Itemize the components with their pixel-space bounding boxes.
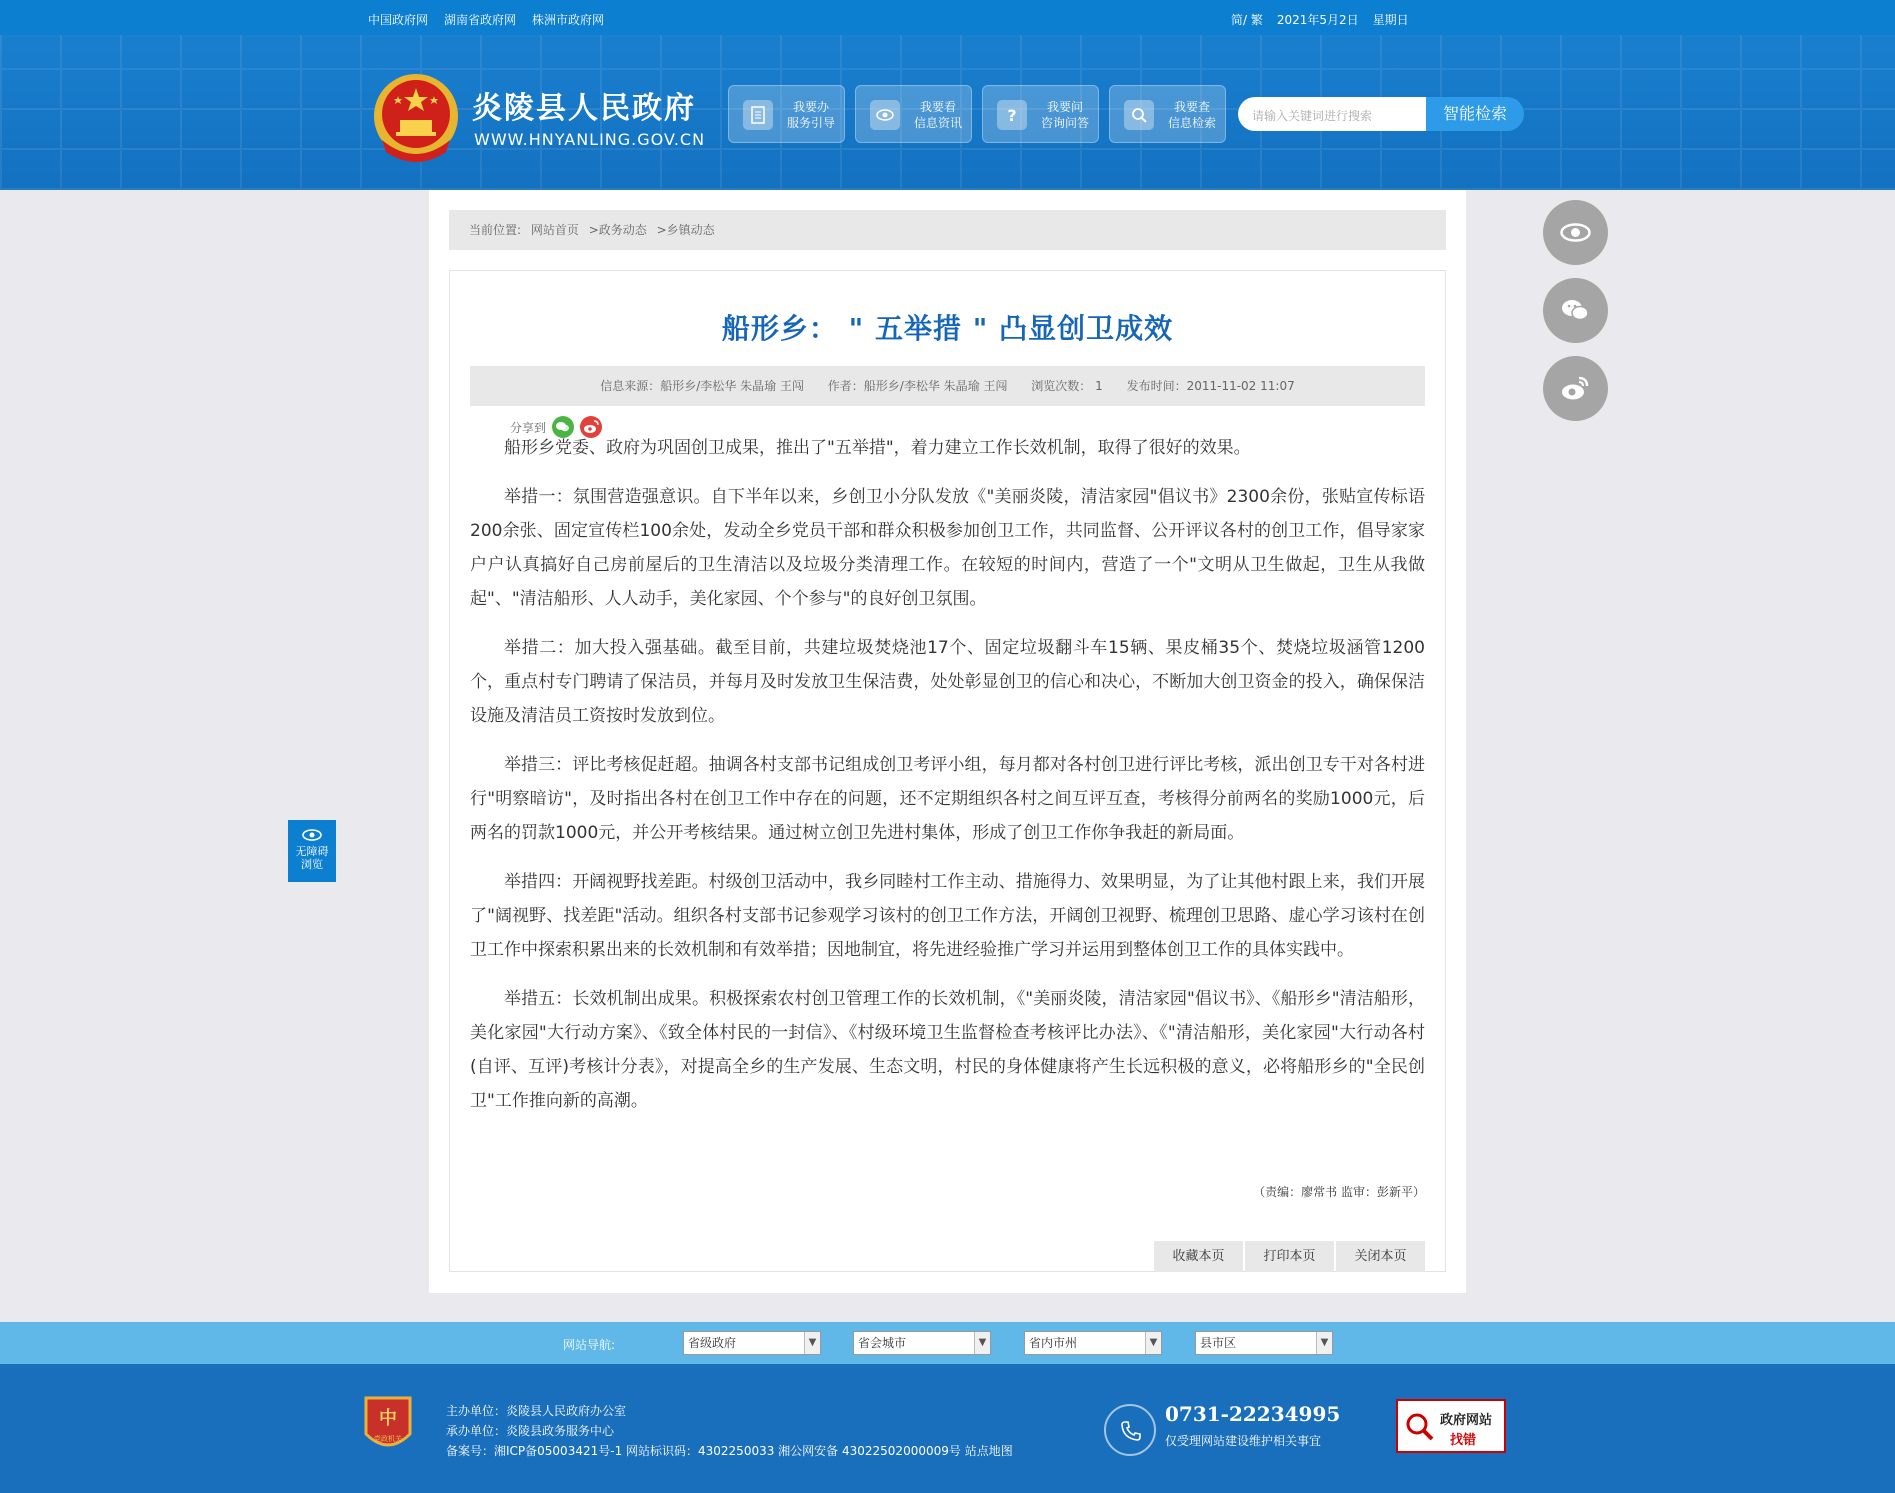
select-value: 县市区 <box>1200 1336 1237 1350</box>
paragraph: 举措一：氛围营造强意识。自下半年以来，乡创卫小分队发放《"美丽炎陵，清洁家园"倡议书》2300余份，张贴宣传标语200余张、固定宣传栏100余处，发动全乡党员干部和群众积极参加创卫工作，共同监督、公开评议各村的创卫工作，倡导家家户户认真搞好自己房前屋后的卫生清洁以及垃圾分类清理工作。在较短的时间内，营造了一个"文明从卫生做起，卫生从我做起"、"清洁船形、人人动手，美化家园、个个参与"的良好创卫氛围。 <box>470 487 1425 609</box>
wechat-icon <box>1559 294 1592 327</box>
chevron-down-icon: ▼ <box>974 1332 990 1354</box>
host-unit: 主办单位：炎陵县人民政府办公室 <box>446 1404 627 1418</box>
top-right <box>1231 11 1409 28</box>
float-eye-button[interactable] <box>1543 200 1608 265</box>
article-title: 船形乡： " 五举措 " 凸显创卫成效 <box>721 312 1174 345</box>
quick-info-news[interactable] <box>855 85 972 143</box>
article-body <box>470 431 1425 1133</box>
breadcrumb-gov-news[interactable]: >政务动态 <box>588 223 647 237</box>
magnifier-icon <box>1404 1411 1436 1443</box>
chevron-down-icon: ▼ <box>1316 1332 1332 1354</box>
gov-site-error-report-button[interactable] <box>1396 1399 1506 1453</box>
select-province-city[interactable] <box>1024 1331 1162 1355</box>
accessibility-button[interactable] <box>288 820 336 882</box>
quick-sub-1: 服务引导 <box>786 116 835 130</box>
date-text: 2021年5月2日 <box>1276 13 1359 27</box>
paragraph: 举措四：开阔视野找差距。村级创卫活动中，我乡同睦村工作主动、措施得力、效果明显，为了让其他村跟上来，我们开展了"阔视野、找差距"活动。组织各村支部书记参观学习该村的创卫工作方法，开阔创卫视野、梳理创卫思路、虚心学习该村在创卫工作中探索积累出来的长效机制和有效举措；因地制宜，将先进经验推广学习并运用到整体创卫工作的具体实践中。 <box>470 872 1425 960</box>
search-button[interactable]: 智能检索 <box>1426 97 1524 131</box>
quick-sub-3: 咨询问答 <box>1040 116 1089 130</box>
svg-text:中: 中 <box>379 1408 397 1429</box>
select-value: 省会城市 <box>858 1336 907 1350</box>
chevron-down-icon: ▼ <box>804 1332 820 1354</box>
select-value: 省内市州 <box>1029 1336 1078 1350</box>
article <box>449 270 1446 1272</box>
search-icon <box>1124 100 1154 130</box>
document-icon <box>743 100 773 130</box>
quick-label-1: 我要办 <box>792 100 829 114</box>
editor-credits: （责编：廖常书 监审：彭新平） <box>1253 1185 1425 1199</box>
support-phone-note: 仅受理网站建设维护相关事宜 <box>1165 1434 1322 1448</box>
accessibility-label-1: 无障碍 <box>295 845 329 858</box>
error-report-label: 政府网站 <box>1440 1413 1493 1428</box>
quick-sub-2: 信息资讯 <box>913 116 962 130</box>
site-title: 炎陵县人民政府 <box>472 91 696 126</box>
page-actions <box>1154 1241 1425 1272</box>
breadcrumb-label: 当前位置: <box>469 223 522 237</box>
quick-service-guide[interactable] <box>728 85 845 143</box>
meta-source: 信息来源：船形乡/李松华 朱晶瑜 王闯 <box>600 379 804 393</box>
link-gov-cn[interactable]: 中国政府网 <box>368 13 429 27</box>
meta-time: 发布时间：2011-11-02 11:07 <box>1126 379 1295 393</box>
eye-icon <box>301 828 323 842</box>
support-phone: 0731-22234995 <box>1165 1402 1341 1426</box>
footer-info <box>446 1401 1013 1461</box>
select-county-district[interactable] <box>1195 1331 1333 1355</box>
accessibility-label-2: 浏览 <box>301 858 323 871</box>
meta-views: 浏览次数： 1 <box>1031 379 1103 393</box>
close-page-button[interactable]: 关闭本页 <box>1336 1241 1425 1272</box>
top-links <box>368 11 604 28</box>
weibo-icon <box>1559 372 1592 405</box>
paragraph: 船形乡党委、政府为巩固创卫成果，推出了"五举措"，着力建立工作长效机制，取得了很好的效果。 <box>504 438 1251 458</box>
footer-nav-label: 网站导航: <box>563 1338 616 1352</box>
paragraph: 举措三：评比考核促赶超。抽调各村支部书记组成创卫考评小组，每月都对各村创卫进行评比考核，派出创卫专干对各村进行"明察暗访"，及时指出各村在创卫工作中存在的问题，还不定期组织各村之间互评互查，考核得分前两名的奖励1000元，后两名的罚款1000元，并公开考核结果。通过树立创卫先进村集体，形成了创卫工作你争我赶的新局面。 <box>470 755 1425 843</box>
record-info: 备案号：湘ICP备05003421号-1 网站标识码：4302250033 湘公网安备 43022502000009号 站点地图 <box>446 1444 1013 1458</box>
print-page-button[interactable]: 打印本页 <box>1245 1241 1334 1272</box>
party-gov-badge-icon[interactable] <box>362 1394 414 1456</box>
top-bar <box>0 0 1895 35</box>
footer <box>0 1364 1895 1493</box>
share-label: 分享到 <box>510 420 547 435</box>
phone-icon <box>1104 1404 1156 1456</box>
site-url: WWW.HNYANLING.GOV.CN <box>474 130 706 149</box>
float-weibo-button[interactable] <box>1543 356 1608 421</box>
link-hunan-gov[interactable]: 湖南省政府网 <box>444 13 517 27</box>
float-wechat-button[interactable] <box>1543 278 1608 343</box>
footer-navigation <box>0 1322 1895 1364</box>
breadcrumb-town-news[interactable]: >乡镇动态 <box>656 223 715 237</box>
main-content <box>429 190 1466 1293</box>
quick-sub-4: 信息检索 <box>1167 116 1216 130</box>
quick-label-2: 我要看 <box>919 100 956 114</box>
eye-icon <box>1559 216 1592 249</box>
language-switch[interactable]: 简/ 繁 <box>1231 13 1263 27</box>
breadcrumb-home[interactable]: 网站首页 <box>530 223 579 237</box>
select-value: 省级政府 <box>688 1336 737 1350</box>
quick-label-3: 我要问 <box>1046 100 1083 114</box>
quick-consult-qa[interactable] <box>982 85 1099 143</box>
question-icon <box>997 100 1027 130</box>
meta-author: 作者：船形乡/李松华 朱晶瑜 王闯 <box>827 379 1008 393</box>
link-zhuzhou-gov[interactable]: 株洲市政府网 <box>532 13 605 27</box>
select-capital-city[interactable] <box>853 1331 991 1355</box>
chevron-down-icon: ▼ <box>1145 1332 1161 1354</box>
svg-text:党政机关: 党政机关 <box>374 1435 402 1443</box>
quick-label-4: 我要查 <box>1173 100 1210 114</box>
bookmark-page-button[interactable]: 收藏本页 <box>1154 1241 1243 1272</box>
organizer-unit: 承办单位：炎陵县政务服务中心 <box>446 1424 615 1438</box>
paragraph: 举措五：长效机制出成果。积极探索农村创卫管理工作的长效机制，《"美丽炎陵，清洁家园"倡议书》、《船形乡"清洁船形，美化家园"大行动方案》、《致全体村民的一封信》、《村级环境卫生监督检查考核评比办法》、《"清洁船形，美化家园"大行动各村(自评、互评)考核计分表》，对提高全乡的生产发展、生态文明，村民的身体健康将产生长远积极的意义，必将船形乡的"全民创卫"工作推向新的高潮。 <box>470 989 1425 1111</box>
search-input[interactable]: 请输入关键词进行搜索 <box>1238 97 1428 131</box>
svg-text:?: ? <box>1007 106 1017 124</box>
error-report-sub: 找错 <box>1450 1433 1477 1448</box>
article-meta <box>470 366 1425 406</box>
paragraph: 举措二：加大投入强基础。截至目前，共建垃圾焚烧池17个、固定垃圾翻斗车15辆、果皮桶35个、焚烧垃圾涵管1200个，重点村专门聘请了保洁员，并每月及时发放卫生保洁费，处处彰显创卫的信心和决心，不断加大创卫资金的投入，确保保洁设施及清洁员工资按时发放到位。 <box>470 638 1425 726</box>
breadcrumb <box>449 210 1446 250</box>
header <box>0 35 1895 190</box>
national-emblem-icon <box>368 70 464 170</box>
quick-info-search[interactable] <box>1109 85 1226 143</box>
weekday-text: 星期日 <box>1372 13 1409 27</box>
eye-icon <box>870 100 900 130</box>
select-provincial-gov[interactable] <box>683 1331 821 1355</box>
